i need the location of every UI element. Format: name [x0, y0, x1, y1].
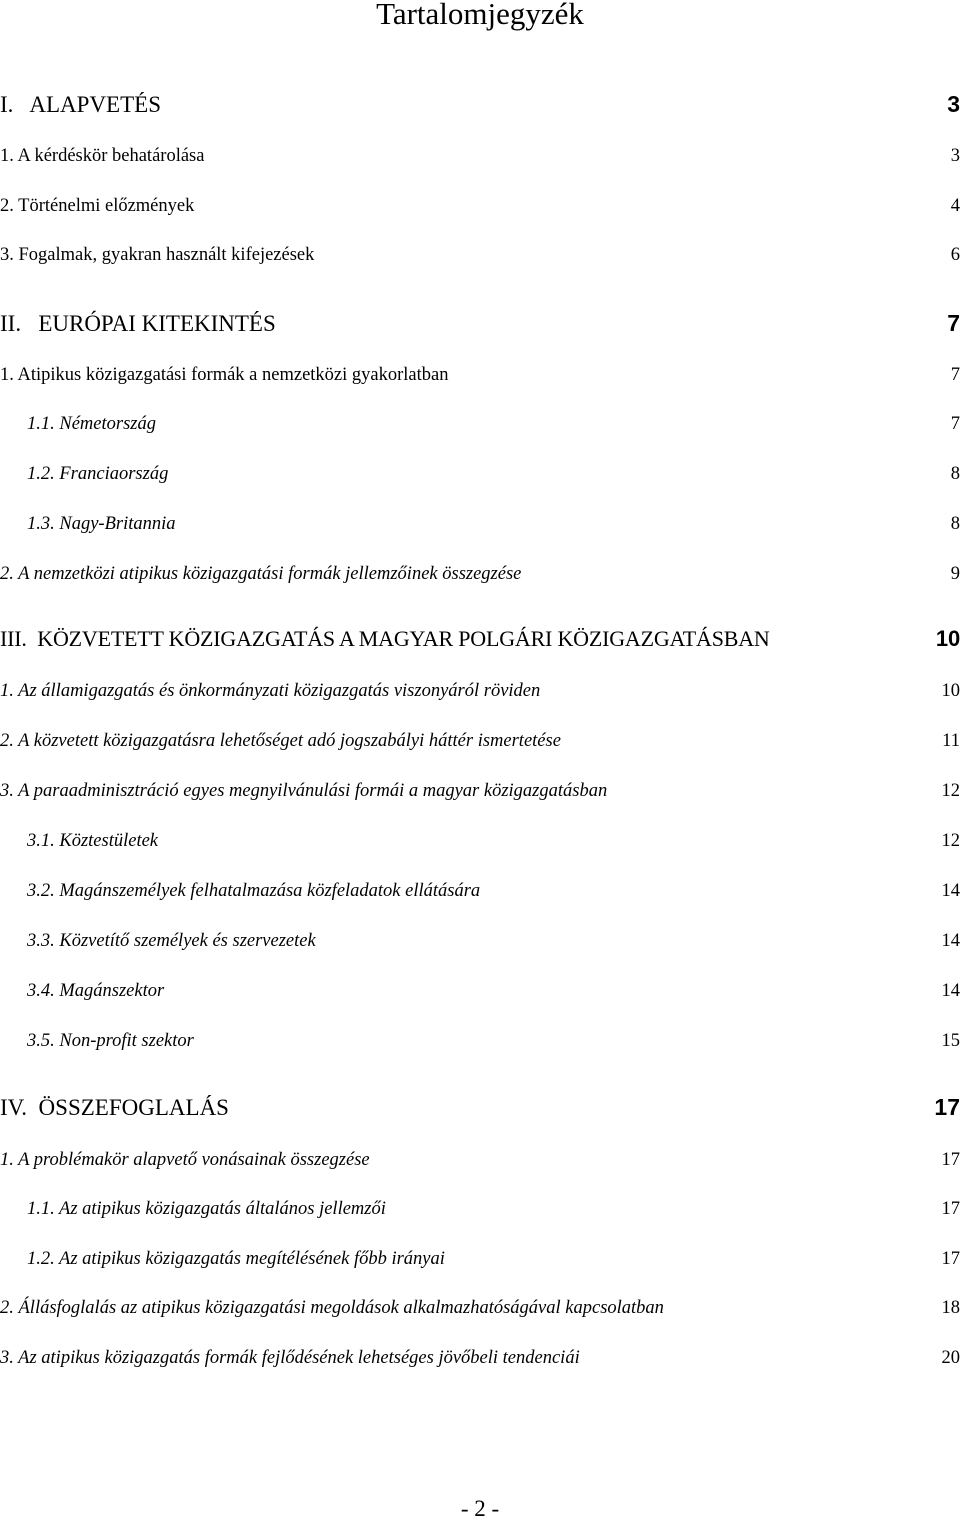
toc-entry-label: 2. A közvetett közigazgatásra lehetőséget adó jogszabályi háttér ismertetése — [0, 731, 561, 751]
toc-entry[interactable] — [0, 779, 960, 803]
toc-entry-page: 11 — [942, 731, 960, 751]
toc-chapter-label: II. EURÓPAI KITEKINTÉS — [0, 311, 276, 336]
toc-entry-label: 1.1. Az atipikus közigazgatás általános jellemzői — [27, 1199, 386, 1219]
toc-entry[interactable] — [0, 679, 960, 703]
toc-chapter-page: 17 — [934, 1094, 960, 1120]
toc-entry-label: 3. Az atipikus közigazgatás formák fejlődésének lehetséges jövőbeli tendenciái — [0, 1348, 580, 1368]
toc-chapter-label: III. KÖZVETETT KÖZIGAZGATÁS A MAGYAR POLGÁRI KÖZIGAZGATÁSBAN — [0, 626, 770, 651]
toc-entry-label: 3. Fogalmak, gyakran használt kifejezések — [0, 245, 315, 265]
toc-entry[interactable] — [0, 1148, 960, 1172]
toc-subentry[interactable] — [0, 1247, 960, 1271]
toc-entry-label: 1. Atipikus közigazgatási formák a nemzetközi gyakorlatban — [0, 365, 449, 385]
toc-entry[interactable] — [0, 729, 960, 753]
page-number: - 2 - — [460, 1496, 500, 1521]
toc-entry-page: 10 — [941, 681, 960, 701]
toc-entry-page: 14 — [941, 981, 960, 1001]
toc-chapter-page: 10 — [935, 626, 960, 651]
toc-entry-page: 8 — [950, 514, 960, 534]
toc-entry-label: 3.1. Köztestületek — [27, 831, 159, 851]
toc-entry-page: 12 — [941, 831, 960, 851]
toc-entry-page: 14 — [941, 931, 960, 951]
toc-chapter-label: IV. ÖSSZEFOGLALÁS — [0, 1095, 229, 1120]
toc-entry-label: 3.4. Magánszektor — [27, 981, 165, 1001]
toc-entry-label: 1.1. Németország — [27, 414, 156, 434]
toc-entry[interactable] — [0, 363, 960, 387]
toc-entry[interactable] — [0, 144, 960, 168]
toc-entry-page: 4 — [950, 196, 960, 216]
toc-subentry[interactable] — [0, 1197, 960, 1221]
toc-chapter-3[interactable] — [0, 624, 960, 654]
toc-entry-page: 8 — [950, 464, 960, 484]
toc-subentry[interactable] — [0, 879, 960, 903]
toc-subentry[interactable] — [0, 979, 960, 1003]
toc-subentry[interactable] — [0, 512, 960, 536]
toc-entry-label: 1.3. Nagy-Britannia — [27, 514, 176, 534]
toc-entry[interactable] — [0, 562, 960, 586]
toc-entry-label: 1.2. Az atipikus közigazgatás megítélésének főbb irányai — [27, 1249, 445, 1269]
toc-entry-page: 7 — [950, 365, 960, 385]
toc-chapter-page: 7 — [947, 310, 960, 336]
toc-entry-label: 2. Állásfoglalás az atipikus közigazgatási megoldások alkalmazhatóságával kapcsolatban — [0, 1298, 664, 1318]
toc-entry-page: 9 — [950, 564, 960, 584]
toc-entry-page: 18 — [941, 1298, 960, 1318]
toc-entry-label: 1. Az államigazgatás és önkormányzati közigazgatás viszonyáról röviden — [0, 681, 541, 701]
toc-chapter-1[interactable] — [0, 89, 960, 120]
toc-entry-page: 14 — [941, 881, 960, 901]
toc-entry-label: 3.2. Magánszemélyek felhatalmazása közfeladatok ellátására — [27, 881, 481, 901]
toc-entry-page: 17 — [941, 1249, 960, 1269]
toc-subentry[interactable] — [0, 412, 960, 436]
toc-subentry[interactable] — [0, 462, 960, 486]
toc-entry-label: 3. A paraadminisztráció egyes megnyilvánulási formái a magyar közigazgatásban — [0, 781, 608, 801]
toc-chapter-label: I. ALAPVETÉS — [0, 92, 161, 117]
toc-entry-page: 15 — [941, 1031, 960, 1051]
toc-entry-page: 6 — [950, 245, 960, 265]
toc-entry-label: 1.2. Franciaország — [27, 464, 169, 484]
toc-entry-label: 2. Történelmi előzmények — [0, 196, 195, 216]
toc-entry-page: 7 — [950, 414, 960, 434]
toc-entry[interactable] — [0, 1346, 960, 1370]
toc-entry-label: 1. A kérdéskör behatárolása — [0, 146, 205, 166]
toc-subentry[interactable] — [0, 1029, 960, 1053]
toc-entry-label: 3.5. Non-profit szektor — [27, 1031, 194, 1051]
toc-subentry[interactable] — [0, 929, 960, 953]
toc-entry[interactable] — [0, 194, 960, 218]
toc-chapter-4[interactable] — [0, 1092, 960, 1123]
toc-chapter-2[interactable] — [0, 308, 960, 339]
toc-entry-page: 3 — [950, 146, 960, 166]
toc-entry-page: 20 — [941, 1348, 960, 1368]
toc-entry-label: 2. A nemzetközi atipikus közigazgatási formák jellemzőinek összegzése — [0, 564, 522, 584]
toc-entry[interactable] — [0, 1296, 960, 1320]
toc-entry-label: 3.3. Közvetítő személyek és szervezetek — [27, 931, 316, 951]
toc-entry[interactable] — [0, 243, 960, 267]
toc-entry-page: 17 — [941, 1199, 960, 1219]
page-title: Tartalomjegyzék — [376, 0, 584, 31]
toc-entry-page: 12 — [941, 781, 960, 801]
toc-entry-page: 17 — [941, 1150, 960, 1170]
toc-chapter-page: 3 — [947, 91, 960, 117]
toc-entry-label: 1. A problémakör alapvető vonásainak összegzése — [0, 1150, 370, 1170]
toc-subentry[interactable] — [0, 829, 960, 853]
